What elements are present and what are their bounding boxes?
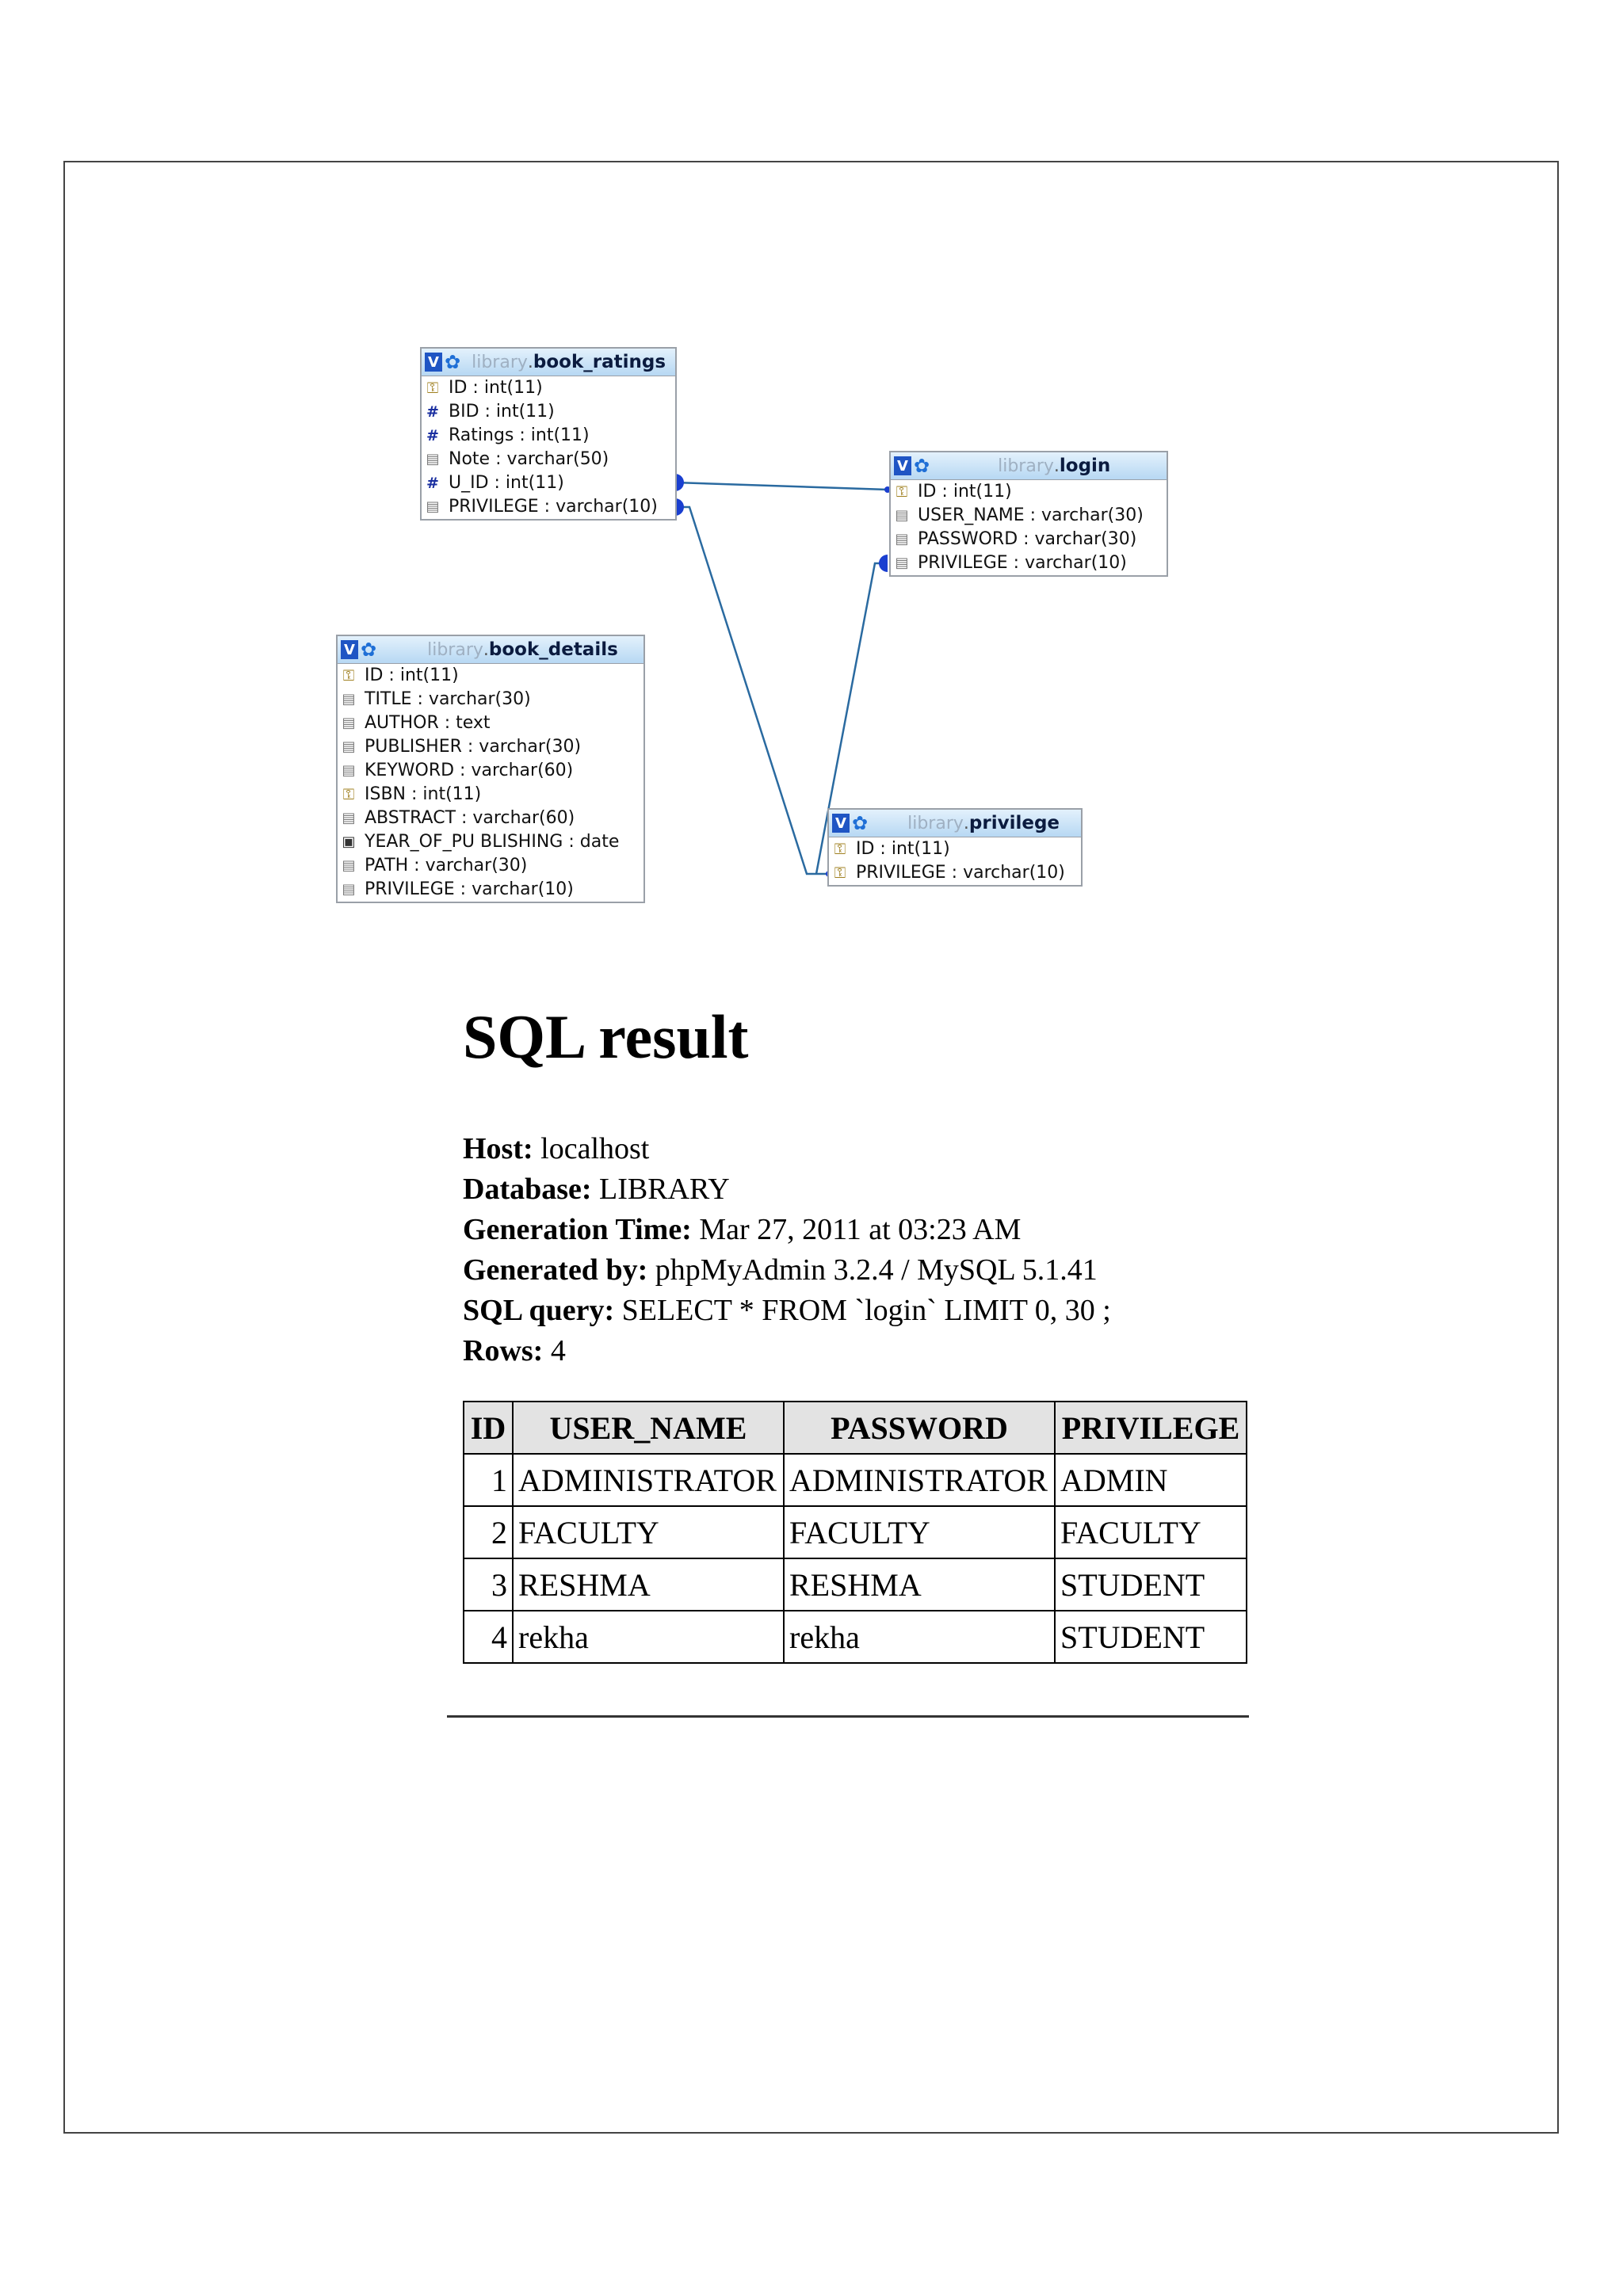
view-toggle-icon[interactable]: V: [341, 640, 358, 659]
table-cell: 1: [464, 1454, 513, 1506]
page-title: SQL result: [463, 1002, 749, 1071]
column-label: U_ID : int(11): [449, 473, 564, 493]
column-label: ID : int(11): [449, 378, 543, 398]
link-end-marker: [879, 555, 888, 572]
column-label: ID : int(11): [918, 482, 1012, 502]
meta-label: Generation Time:: [463, 1213, 692, 1246]
link-u-id-to-login-id: [675, 482, 888, 490]
column-row[interactable]: [891, 480, 1167, 504]
view-toggle-icon[interactable]: V: [832, 814, 850, 833]
column-row[interactable]: [338, 735, 643, 759]
column-label: PRIVILEGE : varchar(10): [365, 879, 574, 899]
text-field-icon: ▤: [426, 451, 440, 467]
table-cell: FACULTY: [513, 1506, 784, 1558]
table-row: [464, 1454, 1247, 1506]
column-label: ID : int(11): [856, 839, 950, 859]
meta-line: [463, 1129, 1111, 1169]
table-name: privilege: [968, 813, 1060, 833]
column-row[interactable]: [338, 830, 643, 854]
table-cell: ADMIN: [1055, 1454, 1247, 1506]
er-table-header[interactable]: V ✿ library . book_ratings: [422, 349, 675, 376]
table-cell: STUDENT: [1055, 1611, 1247, 1663]
table-row: [464, 1611, 1247, 1663]
meta-value: phpMyAdmin 3.2.4 / MySQL 5.1.41: [655, 1253, 1098, 1287]
column-row[interactable]: [422, 471, 675, 495]
column-label: USER_NAME : varchar(30): [918, 505, 1144, 525]
meta-line: [463, 1210, 1111, 1250]
column-row[interactable]: [338, 878, 643, 902]
column-label: TITLE : varchar(30): [365, 689, 531, 709]
column-row[interactable]: [422, 495, 675, 519]
er-table-book-details[interactable]: [336, 635, 645, 903]
column-label: PRIVILEGE : varchar(10): [918, 553, 1127, 573]
table-cell: 2: [464, 1506, 513, 1558]
column-row[interactable]: [829, 861, 1081, 885]
table-cell: rekha: [513, 1611, 784, 1663]
table-name: book_ratings: [533, 352, 666, 372]
meta-label: SQL query:: [463, 1294, 615, 1327]
meta-value: localhost: [540, 1132, 650, 1165]
er-table-login[interactable]: [889, 451, 1168, 577]
column-row[interactable]: [338, 783, 643, 807]
column-list: [338, 664, 643, 902]
column-row[interactable]: [338, 711, 643, 735]
column-list: [891, 480, 1167, 575]
column-row[interactable]: [338, 688, 643, 711]
column-row[interactable]: [891, 528, 1167, 551]
meta-label: Database:: [463, 1173, 592, 1206]
key-icon: ⚿: [426, 379, 439, 397]
table-cell: 4: [464, 1611, 513, 1663]
er-table-header[interactable]: V ✿ library . login: [891, 452, 1167, 480]
view-toggle-icon[interactable]: V: [894, 456, 911, 475]
column-row[interactable]: [422, 424, 675, 448]
column-label: PRIVILEGE : varchar(10): [856, 863, 1065, 883]
er-table-book-ratings[interactable]: [420, 347, 677, 521]
table-body: [464, 1454, 1247, 1663]
meta-line: [463, 1331, 1111, 1371]
key-icon: ⚿: [342, 786, 355, 803]
column-label: BID : int(11): [449, 402, 555, 421]
table-cell: STUDENT: [1055, 1558, 1247, 1611]
text-field-icon: ▤: [342, 738, 356, 755]
view-toggle-icon[interactable]: V: [425, 353, 442, 372]
db-name: library: [998, 456, 1054, 476]
er-table-header[interactable]: V ✿ library . privilege: [829, 810, 1081, 837]
text-field-icon: ▤: [895, 555, 909, 571]
text-field-icon: ▤: [895, 507, 909, 524]
er-table-privilege[interactable]: [827, 808, 1083, 887]
table-name: login: [1059, 456, 1111, 476]
gear-icon[interactable]: ✿: [852, 812, 869, 834]
column-label: YEAR_OF_PU BLISHING : date: [365, 832, 620, 852]
meta-line: [463, 1169, 1111, 1210]
table-cell: RESHMA: [513, 1558, 784, 1611]
text-field-icon: ▤: [342, 715, 356, 731]
table-cell: ADMINISTRATOR: [513, 1454, 784, 1506]
column-list: [829, 837, 1081, 885]
meta-value: SELECT * FROM `login` LIMIT 0, 30 ;: [621, 1294, 1111, 1327]
key-icon: ⚿: [834, 864, 846, 882]
header-id[interactable]: ID: [464, 1402, 513, 1454]
meta-label: Generated by:: [463, 1253, 648, 1287]
table-row: [464, 1558, 1247, 1611]
column-row[interactable]: [422, 448, 675, 471]
column-label: KEYWORD : varchar(60): [365, 761, 574, 780]
db-name: library: [427, 639, 483, 660]
gear-icon[interactable]: ✿: [914, 455, 930, 477]
text-field-icon: ▤: [342, 857, 356, 874]
table-cell: RESHMA: [784, 1558, 1055, 1611]
column-label: ISBN : int(11): [365, 784, 482, 804]
text-field-icon: ▤: [342, 691, 356, 707]
column-label: PRIVILEGE : varchar(10): [449, 497, 658, 517]
result-table: [463, 1401, 1247, 1664]
db-name: library: [472, 352, 528, 372]
column-row[interactable]: [422, 376, 675, 400]
calendar-icon: ▣: [342, 833, 356, 850]
meta-value: 4: [550, 1334, 566, 1367]
db-name: library: [907, 813, 964, 833]
column-row[interactable]: [891, 551, 1167, 575]
hash-icon: #: [426, 427, 439, 444]
table-row: [464, 1506, 1247, 1558]
hash-icon: #: [426, 475, 439, 492]
text-field-icon: ▤: [342, 762, 356, 779]
column-label: PASSWORD : varchar(30): [918, 529, 1137, 549]
column-label: PATH : varchar(30): [365, 856, 528, 875]
table-header-row: [464, 1402, 1247, 1454]
table-cell: rekha: [784, 1611, 1055, 1663]
meta-label: Rows:: [463, 1334, 544, 1367]
column-row[interactable]: [829, 837, 1081, 861]
gear-icon[interactable]: ✿: [361, 639, 377, 661]
column-list: [422, 376, 675, 519]
key-icon: ⚿: [342, 667, 355, 685]
column-row[interactable]: [891, 504, 1167, 528]
meta-label: Host:: [463, 1132, 533, 1165]
text-field-icon: ▤: [342, 810, 356, 826]
meta-line: [463, 1250, 1111, 1291]
table-cell: 3: [464, 1558, 513, 1611]
column-row[interactable]: [338, 759, 643, 783]
column-label: Note : varchar(50): [449, 449, 609, 469]
column-row[interactable]: [338, 807, 643, 830]
meta-value: LIBRARY: [599, 1173, 730, 1206]
er-table-header[interactable]: V ✿ library . book_details: [338, 636, 643, 664]
meta-value: Mar 27, 2011 at 03:23 AM: [699, 1213, 1022, 1246]
header-user-name[interactable]: USER_NAME: [513, 1402, 784, 1454]
table-cell: FACULTY: [1055, 1506, 1247, 1558]
column-row[interactable]: [422, 400, 675, 424]
key-icon: ⚿: [834, 841, 846, 858]
gear-icon[interactable]: ✿: [445, 351, 461, 373]
column-row[interactable]: [338, 854, 643, 878]
column-label: AUTHOR : text: [365, 713, 491, 733]
column-label: Ratings : int(11): [449, 425, 590, 445]
hash-icon: #: [426, 403, 439, 421]
divider: [447, 1715, 1249, 1718]
column-row[interactable]: [338, 664, 643, 688]
meta-line: [463, 1291, 1111, 1331]
header-privilege[interactable]: PRIVILEGE: [1055, 1402, 1247, 1454]
link-ratings-privilege-to-privilege: [675, 507, 831, 874]
text-field-icon: ▤: [342, 881, 356, 898]
result-meta: [463, 1129, 1111, 1371]
column-label: ABSTRACT : varchar(60): [365, 808, 575, 828]
text-field-icon: ▤: [895, 531, 909, 547]
column-label: ID : int(11): [365, 666, 459, 685]
text-field-icon: ▤: [426, 498, 440, 515]
key-icon: ⚿: [896, 483, 908, 501]
table-cell: FACULTY: [784, 1506, 1055, 1558]
column-label: PUBLISHER : varchar(30): [365, 737, 582, 757]
table-cell: ADMINISTRATOR: [784, 1454, 1055, 1506]
header-password[interactable]: PASSWORD: [784, 1402, 1055, 1454]
table-name: book_details: [488, 639, 618, 660]
